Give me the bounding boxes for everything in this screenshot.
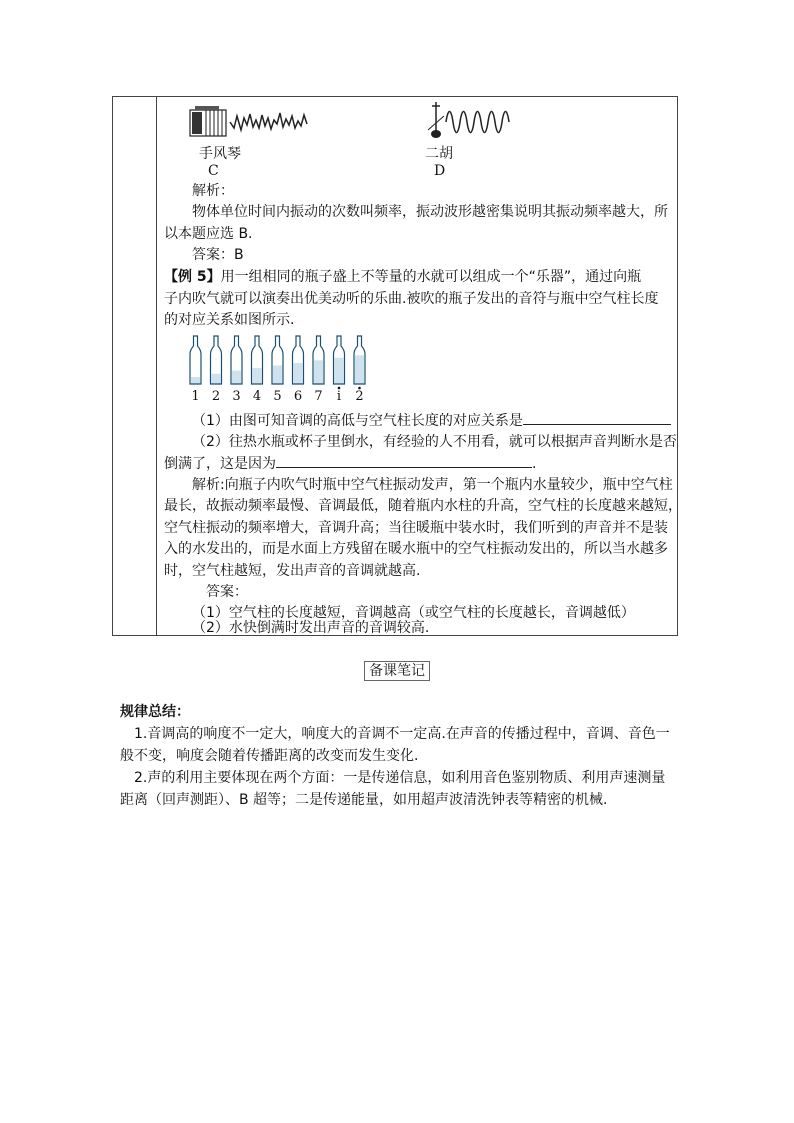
- bottle: [354, 336, 365, 384]
- summary-heading: 规律总结：: [120, 704, 190, 720]
- bottle-water: [232, 371, 241, 384]
- bottle-water: [191, 377, 200, 384]
- ex4-answer: 答案：B: [192, 247, 244, 263]
- table-column-divider: [156, 96, 157, 636]
- note-label: 3: [232, 389, 241, 404]
- bottle: [313, 336, 324, 384]
- ex5-analysis-line-5: 时，空气柱越短，发出声音的音调就越高.: [164, 563, 421, 579]
- summary-p1-line-1: 1.音调高的响度不一定大，响度大的音调不一定高.在声音的传播过程中，音调、音色一: [134, 726, 670, 742]
- note-label: 2: [211, 389, 221, 404]
- notes-title-text: 备课笔记: [364, 661, 430, 681]
- summary-p2-line-1: 2.声的利用主要体现在两个方面：一是传递信息，如利用音色鉴别物质、利用声速测量: [134, 770, 666, 786]
- bottle: [190, 336, 201, 384]
- ex5-sub1-text: （1）由图可知音调的高低与空气柱长度的对应关系是: [192, 413, 523, 429]
- bottle: [293, 336, 304, 384]
- ex5-sub1-blank: [523, 410, 671, 425]
- high-octave-dot: [358, 387, 361, 390]
- erhu-waveform-figure: [424, 100, 524, 142]
- ex5-analysis-line-4: 入的水发出的，而是水面上方残留在暖水瓶中的空气柱振动发出的，所以当水越多: [164, 541, 668, 557]
- bottle: [231, 336, 242, 384]
- ex5-question-line-2: 子内吹气就可以演奏出优美动听的乐曲.被吹的瓶子发出的音符与瓶中空气柱长度: [164, 291, 659, 307]
- ex5-tag: 【例 5】: [164, 269, 221, 285]
- erhu-icon: [428, 102, 444, 138]
- bottles-figure: [186, 334, 376, 410]
- ex5-sub2-blank: [276, 453, 532, 468]
- instrument-c-name: 手风琴: [199, 146, 241, 162]
- bottle-water: [273, 365, 282, 384]
- summary-p2-line-2: 距离（回声测距）、B 超等；二是传递能量，如用超声波清洗钟表等精密的机械.: [120, 792, 608, 808]
- bottle-water: [335, 358, 344, 384]
- note-label: i: [336, 389, 342, 404]
- note-label: 5: [273, 389, 282, 404]
- note-label: 6: [293, 389, 303, 404]
- ex5-sub2-end: .: [532, 456, 537, 472]
- ex4-analysis-label: 解析：: [192, 183, 234, 199]
- ex5-sub2-line-2: [164, 453, 536, 474]
- erhu-waveform: [446, 112, 509, 133]
- ex5-analysis-line-3: 空气柱振动的频率增大，音调升高；当往暖瓶中装水时，我们听到的声音并不是装: [164, 520, 668, 536]
- ex5-answer-1: （1）空气柱的长度越短，音调越高（或空气柱的长度越长，音调越低）: [192, 605, 635, 621]
- ex5-q1: 用一组相同的瓶子盛上不等量的水就可以组成一个“乐器”，通过向瓶: [220, 269, 642, 285]
- bottle: [272, 336, 283, 384]
- ex5-question-line-1: [164, 267, 641, 287]
- bottle: [211, 336, 222, 384]
- ex4-analysis-line-2: 以本题应选 B.: [164, 226, 253, 242]
- instrument-d-letter: D: [434, 163, 446, 179]
- summary-p1-line-2: 般不变，响度会随着传播距离的改变而发生变化.: [120, 748, 419, 764]
- ex5-question-line-3: 的对应关系如图所示.: [164, 312, 295, 328]
- ex5-sub2-text: 倒满了，这是因为: [164, 456, 276, 472]
- bottle-outline: [190, 336, 201, 384]
- note-label: 2: [355, 389, 364, 404]
- notes-title: [0, 660, 794, 680]
- ex5-sub1: [192, 410, 671, 431]
- note-label: 1: [191, 389, 200, 404]
- bottle-water: [294, 363, 303, 384]
- note-label: 4: [252, 389, 262, 404]
- ex5-analysis-line-1: 解析:向瓶子内吹气时瓶中空气柱振动发声，第一个瓶内水量较少，瓶中空气柱: [192, 477, 673, 493]
- accordion-waveform-figure: [186, 100, 316, 142]
- ex5-analysis-line-2: 最长，故振动频率最慢、音调最低，随着瓶内水柱的升高，空气柱的长度越来越短，: [164, 498, 682, 514]
- note-label: 7: [314, 389, 323, 404]
- instrument-d-name: 二胡: [425, 146, 453, 162]
- bottle: [252, 336, 263, 384]
- high-octave-dot: [338, 387, 341, 390]
- ex5-sub2-line-1: （2）往热水瓶或杯子里倒水，有经验的人不用看，就可以根据声音判断水是否: [192, 434, 677, 450]
- instrument-c-letter: C: [208, 163, 219, 179]
- bottle-water: [212, 374, 221, 384]
- bottle-water: [355, 355, 364, 384]
- bottle: [334, 336, 345, 384]
- ex5-answer-2: （2）水快倒满时发出声音的音调较高.: [192, 620, 430, 636]
- accordion-waveform: [230, 113, 307, 130]
- ex4-analysis-line-1: 物体单位时间内振动的次数叫频率，振动波形越密集说明其振动频率越大，所: [192, 204, 668, 220]
- bottle-water: [253, 368, 262, 384]
- bottle-water: [314, 360, 323, 384]
- ex5-answer-label: 答案：: [206, 584, 248, 600]
- accordion-icon: [190, 106, 226, 136]
